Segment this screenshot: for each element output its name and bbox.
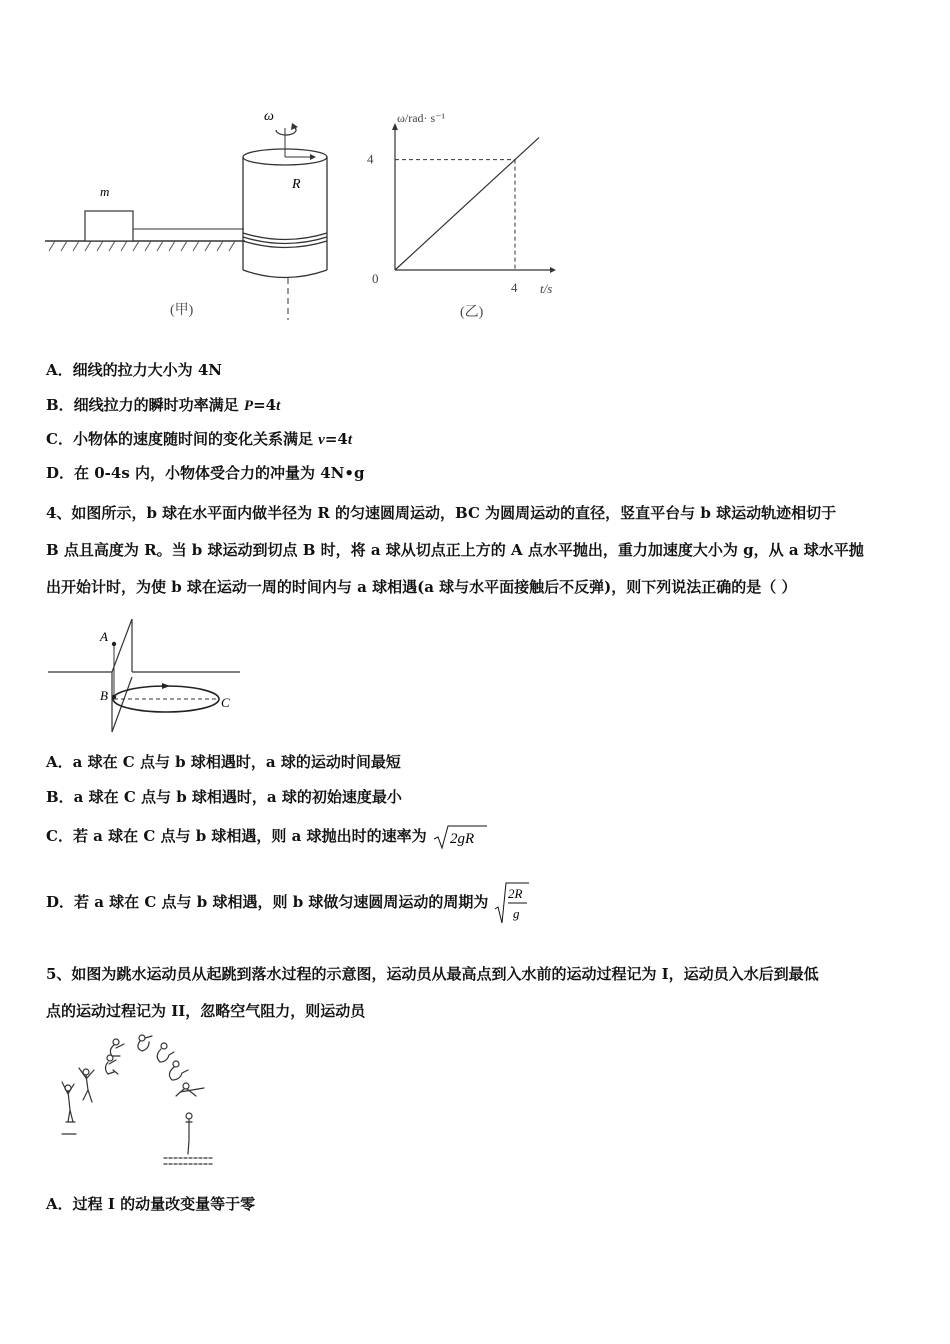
point-c-label: C (221, 695, 230, 710)
sqrt-2R-over-g (494, 881, 530, 925)
label-m: m (100, 184, 110, 199)
figure-diver-sequence (46, 1030, 226, 1175)
q5-stem (46, 956, 906, 1030)
q4-line-3: 出开始计时，为使 b 球在运动一周的时间内与 a 球相遇(a 球与水平面接触后不反弹)，则下列说法正确的是（ ） (46, 578, 797, 596)
y-axis-label: ω/rad· s⁻¹ (397, 111, 446, 125)
q3-option-c: C．小物体的速度随时间的变化关系满足 v=4t (46, 430, 353, 448)
graph-data-line (395, 138, 539, 270)
sqrt-2gR (432, 823, 488, 851)
label-R: R (292, 177, 301, 192)
q4-option-b: B．a 球在 C 点与 b 球相遇时，a 球的初始速度最小 (46, 788, 402, 806)
block-m (85, 211, 133, 241)
y-tick-label: 4 (367, 151, 374, 167)
x-tick-label: 4 (511, 280, 518, 295)
q4-stem (46, 495, 906, 606)
x-axis-label: t/s (540, 281, 553, 296)
svg-text:g: g (512, 906, 520, 921)
omega-time-graph (367, 111, 556, 320)
svg-text:2gR: 2gR (449, 831, 474, 847)
svg-text:2R: 2R (507, 886, 523, 901)
q4-line-2: B 点且高度为 R。当 b 球运动到切点 B 时，将 a 球从切点正上方的 A 点水平抛出，重力加速度大小为 g，从 a 球水平抛 (46, 541, 864, 559)
q5-line-1: 5、如图为跳水运动员从起跳到落水过程的示意图，运动员从最高点到入水前的运动过程记为 I，运动员入水后到最低 (46, 965, 819, 983)
figure-platform-circle (44, 612, 254, 737)
q3-option-b: B．细线拉力的瞬时功率满足 P=4t (46, 396, 281, 414)
q4-line-1: 4、如图所示，b 球在水平面内做半径为 R 的匀速圆周运动，BC 为圆周运动的直径，竖直平台与 b 球运动轨迹相切于 (46, 504, 837, 522)
caption-right: (乙) (460, 305, 484, 320)
q4-option-a: A．a 球在 C 点与 b 球相遇时，a 球的运动时间最短 (46, 753, 401, 771)
q3-option-d: D．在 0-4s 内，小物体受合力的冲量为 4N•g (46, 464, 365, 482)
figure-rotating-cylinder (40, 100, 580, 330)
caption-left: (甲) (170, 303, 194, 318)
q4-option-d: D．若 a 球在 C 点与 b 球相遇，则 b 球做匀速圆周运动的周期为 2R g (46, 880, 530, 925)
q3-option-a: A．细线的拉力大小为 4N (46, 361, 223, 379)
q5-option-a: A．过程 I 的动量改变量等于零 (46, 1195, 256, 1213)
q4-option-c: C．若 a 球在 C 点与 b 球相遇，则 a 球抛出时的速率为 2gR (46, 822, 488, 851)
q5-line-2: 点的运动过程记为 II，忽略空气阻力，则运动员 (46, 1002, 366, 1020)
origin-label: 0 (372, 271, 379, 286)
label-omega: ω (264, 109, 274, 124)
point-a-label: A (100, 629, 108, 644)
point-b-label: B (100, 688, 108, 703)
